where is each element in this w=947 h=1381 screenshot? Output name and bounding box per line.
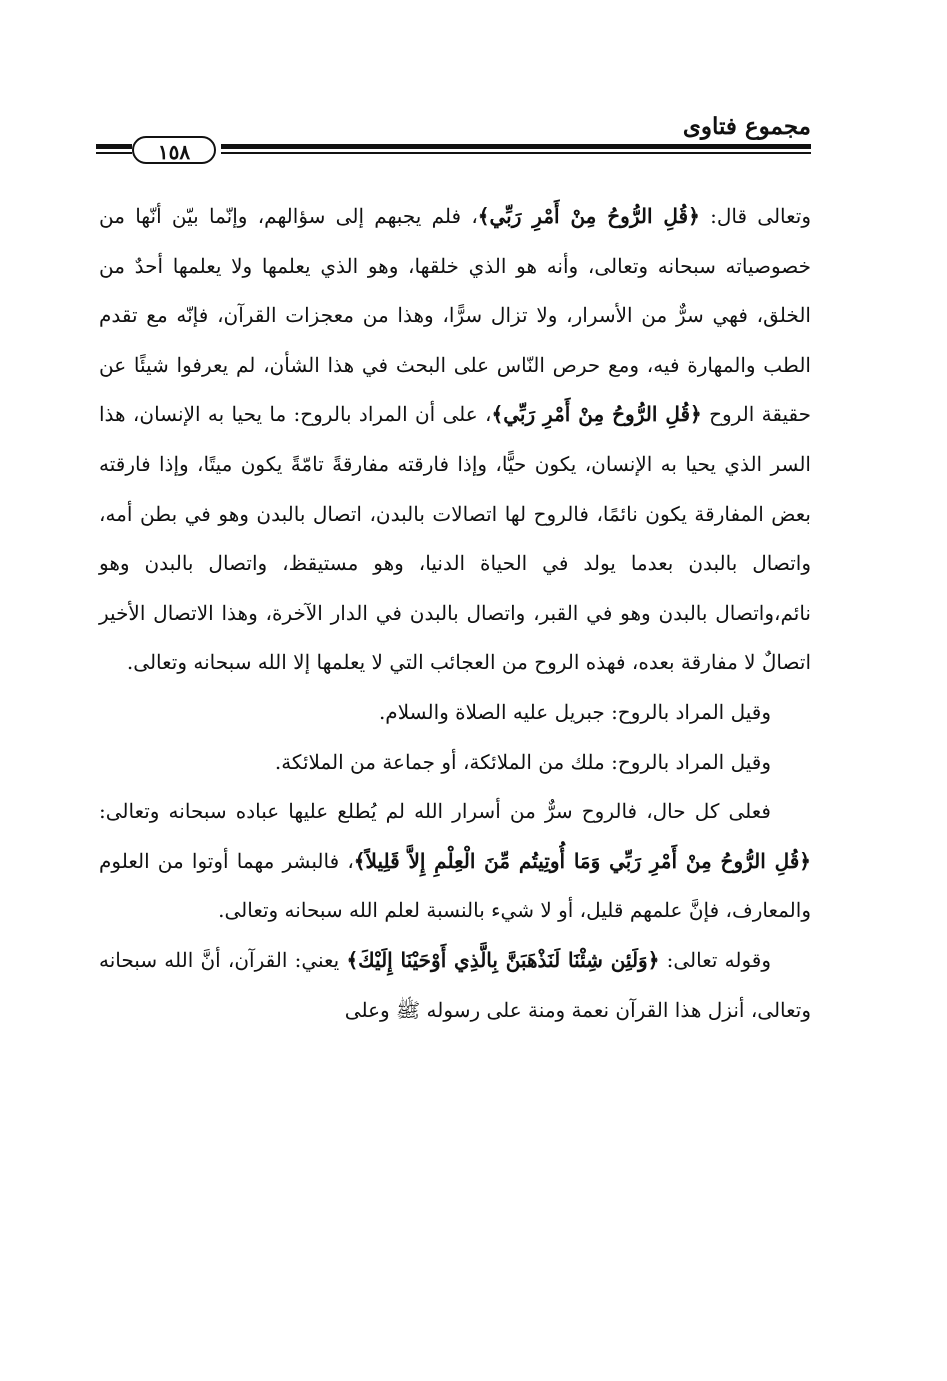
header-rule-thin bbox=[221, 152, 811, 154]
paragraph bbox=[99, 787, 811, 936]
running-header bbox=[96, 112, 811, 172]
text-run: وقوله تعالى: bbox=[659, 947, 771, 972]
text-run: يعني: القرآن، أنَّ الله سبحانه وتعالى، أنزل هذا القرآن نعمة ومنة على رسوله ﷺ وعلى bbox=[99, 947, 811, 1022]
book-title: مجموع فتاوى bbox=[682, 113, 811, 140]
paragraph: وقيل المراد بالروح: جبريل عليه الصلاة والسلام. bbox=[378, 699, 771, 724]
header-rule-stub-thin bbox=[96, 152, 132, 154]
paragraph bbox=[99, 936, 811, 1035]
header-rule-thick bbox=[221, 144, 811, 149]
page-body bbox=[99, 192, 811, 1035]
text-run: ، على أن المراد بالروح: ما يحيا به الإنسان، هذا السر الذي يحيا به الإنسان، يكون حيًّا، وإذا فارقته مفارقةً تامّةً يكون ميتًا، وإذا فارقته بعض المفارقة يكون نائمًا، فالروح لها اتصالات بالبدن، اتصال بالبدن وهو في بطن أمه، واتصال بالبدن بعدما يولد في الحياة الدنيا، وهو مستيقظ، واتصال بالبدن وهو نائم،واتصال بالبدن وهو في القبر، واتصال بالبدن في الدار الآخرة، وهذا الاتصال الأخير اتصالٌ لا مفارقة بعده، فهذه الروح من العجائب التي لا يعلمها إلا الله سبحانه وتعالى. bbox=[99, 402, 811, 675]
page-number: ١٥٨ bbox=[132, 136, 216, 164]
text-run: فعلى كل حال، فالروح سرٌّ من أسرار الله لم يُطلع عليها عباده سبحانه وتعالى: bbox=[99, 799, 771, 824]
quran-verse: ﴿قُلِ الرُّوحُ مِنْ أَمْرِ رَبِّي وَمَا أُوتِيتُم مِّنَ الْعِلْمِ إِلاَّ قَلِيلاً﴾ bbox=[353, 848, 811, 873]
text-run: وتعالى قال: bbox=[699, 204, 812, 228]
header-rule-stub-thick bbox=[96, 144, 132, 149]
quran-verse: ﴿قُلِ الرُّوحُ مِنْ أَمْرِ رَبِّي﴾ bbox=[477, 204, 700, 228]
text-run: ، فالبشر مهما أوتوا من العلوم والمعارف، فإنَّ علمهم قليل، أو لا شيء بالنسبة لعلم الله سبحانه وتعالى. bbox=[99, 848, 811, 923]
paragraph: وقيل المراد بالروح: ملك من الملائكة، أو جماعة من الملائكة. bbox=[274, 749, 771, 774]
quran-verse: ﴿وَلَئِن شِئْنَا لَنَذْهَبَنَّ بِالَّذِي أَوْحَيْنَا إِلَيْكَ﴾ bbox=[346, 947, 660, 972]
quran-verse: ﴿قُلِ الرُّوحُ مِنْ أَمْرِ رَبِّي﴾ bbox=[491, 402, 702, 427]
paragraph bbox=[99, 192, 811, 688]
text-run: ، فلم يجبهم إلى سؤالهم، وإنّما بيّن أنّها من خصوصياته سبحانه وتعالى، وأنه هو الذي خلقها، وهو الذي يعلمها ولا يعلمها أحدٌ من الخلق، فهي سرٌّ من الأسرار، ولا تزال سرًّا، وهذا من معجزات القرآن، فإنّه مع تقدم الطب والمهارة فيه، ومع حرص النّاس على البحث في هذا الشأن، لم يعرفوا شيئًا عن حقيقة الروح bbox=[99, 204, 811, 427]
